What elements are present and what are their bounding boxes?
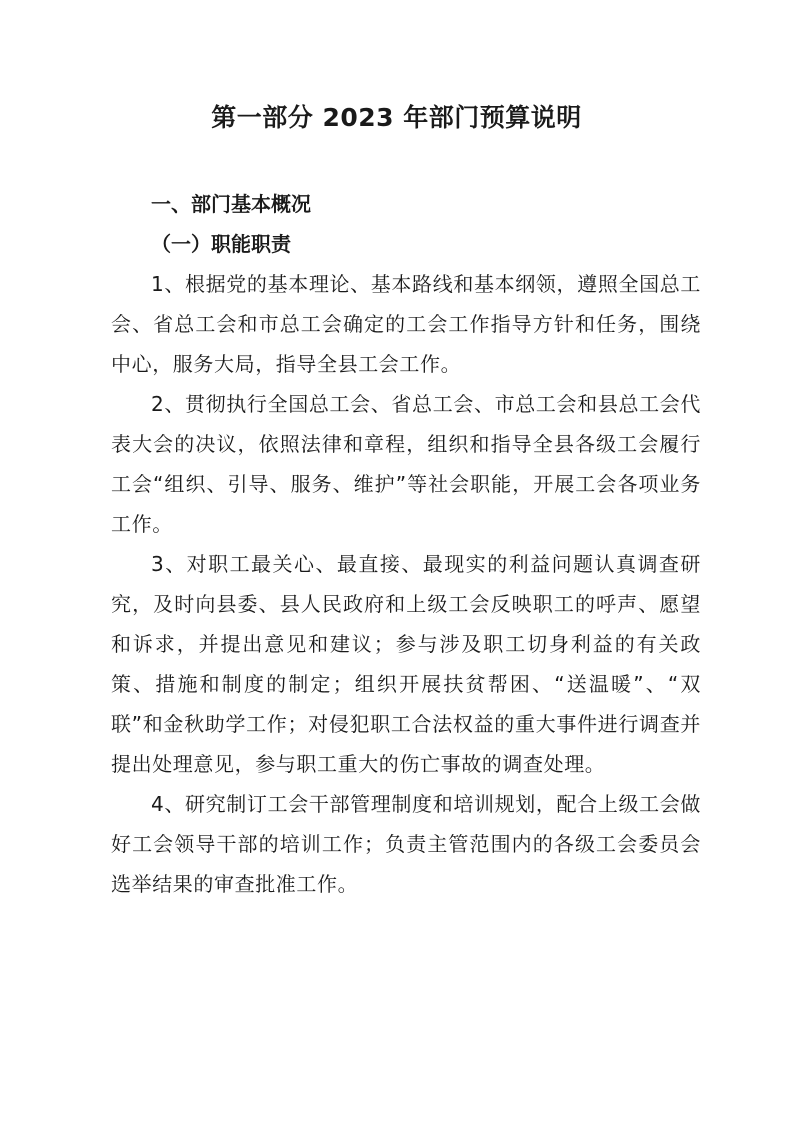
section-heading: 一、部门基本概况 <box>151 192 311 216</box>
paragraph-1: 1、根据党的基本理论、基本路线和基本纲领，遵照全国总工会、省总工会和市总工会确定的工会工作指导方针和任务，围绕中心，服务大局，指导全县工会工作。 <box>111 272 701 376</box>
paragraph-4: 4、研究制订工会干部管理制度和培训规划，配合上级工会做好工会领导干部的培训工作；负责主管范围内的各级工会委员会选举结果的审查批准工作。 <box>111 792 701 896</box>
subsection-heading: （一）职能职责 <box>151 232 291 256</box>
page-title: 第一部分 2023 年部门预算说明 <box>211 103 582 132</box>
paragraph-3: 3、对职工最关心、最直接、最现实的利益问题认真调查研究，及时向县委、县人民政府和上级工会反映职工的呼声、愿望和诉求，并提出意见和建议；参与涉及职工切身利益的有关政策、措施和制度的制定；组织开展扶贫帮困、“送温暖”、“双联”和金秋助学工作；对侵犯职工合法权益的重大事件进行调查并提出处理意见，参与职工重大的伤亡事故的调查处理。 <box>111 552 701 776</box>
paragraph-2: 2、贯彻执行全国总工会、省总工会、市总工会和县总工会代表大会的决议，依照法律和章程，组织和指导全县各级工会履行工会“组织、引导、服务、维护”等社会职能，开展工会各项业务工作。 <box>111 392 701 536</box>
document-body <box>111 184 701 904</box>
